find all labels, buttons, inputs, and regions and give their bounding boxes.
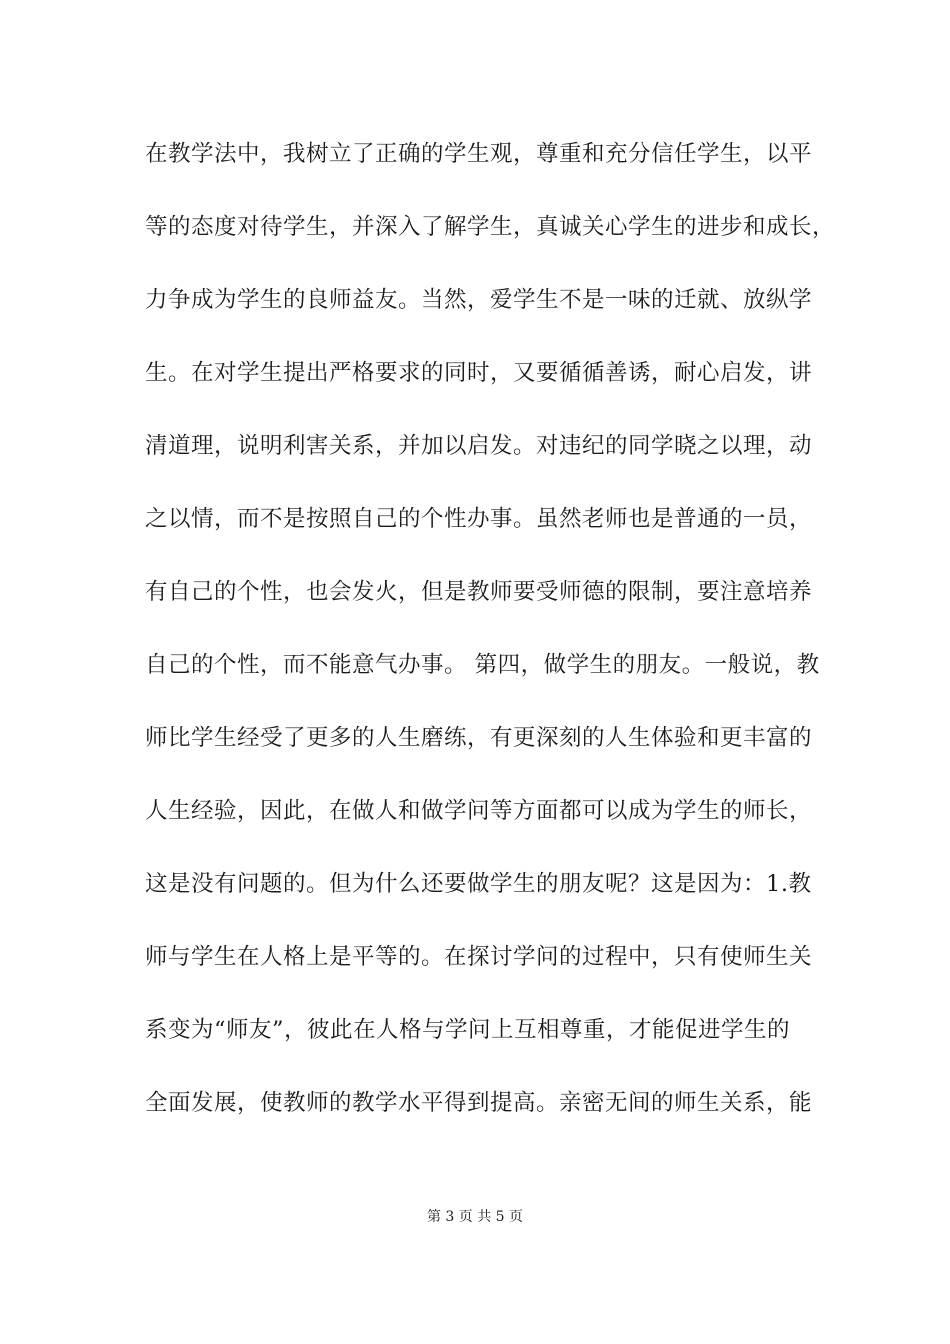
text-line-10: 人生经验，因此，在做人和做学问等方面都可以成为学生的师长，: [145, 798, 813, 824]
text-line-9: 师比学生经受了更多的人生磨练，有更深刻的人生体验和更丰富的: [145, 725, 813, 751]
text-line-12: 师与学生在人格上是平等的。在探讨学问的过程中，只有使师生关: [145, 944, 813, 970]
page-number-footer: 第 3 页 共 5 页: [426, 1209, 524, 1225]
text-line-7: 有自己的个性，也会发火，但是教师要受师德的限制，要注意培养: [145, 579, 813, 605]
text-line-11: 这是没有问题的。但为什么还要做学生的朋友呢？这是因为：1.教: [145, 871, 812, 897]
body-text: [145, 118, 836, 1140]
text-line-13: 系变为“师友”，彼此在人格与学问上互相尊重，才能促进学生的: [145, 1017, 791, 1043]
text-line-3: 力争成为学生的良师益友。当然，爱学生不是一味的迁就、放纵学: [145, 287, 813, 313]
text-line-6: 之以情，而不是按照自己的个性办事。虽然老师也是普通的一员，: [145, 506, 813, 532]
text-line-1: 在教学法中，我树立了正确的学生观，尊重和充分信任学生，以平: [145, 141, 813, 167]
text-line-4: 生。在对学生提出严格要求的同时，又要循循善诱，耐心启发，讲: [145, 360, 813, 386]
text-line-8: 自己的个性，而不能意气办事。 第四，做学生的朋友。一般说，教: [145, 652, 820, 678]
text-line-14: 全面发展，使教师的教学水平得到提高。亲密无间的师生关系，能: [145, 1090, 813, 1116]
text-line-5: 清道理，说明利害关系，并加以启发。对违纪的同学晓之以理，动: [145, 433, 813, 459]
text-line-2: 等的态度对待学生，并深入了解学生，真诚关心学生的进步和成长，: [145, 214, 836, 240]
